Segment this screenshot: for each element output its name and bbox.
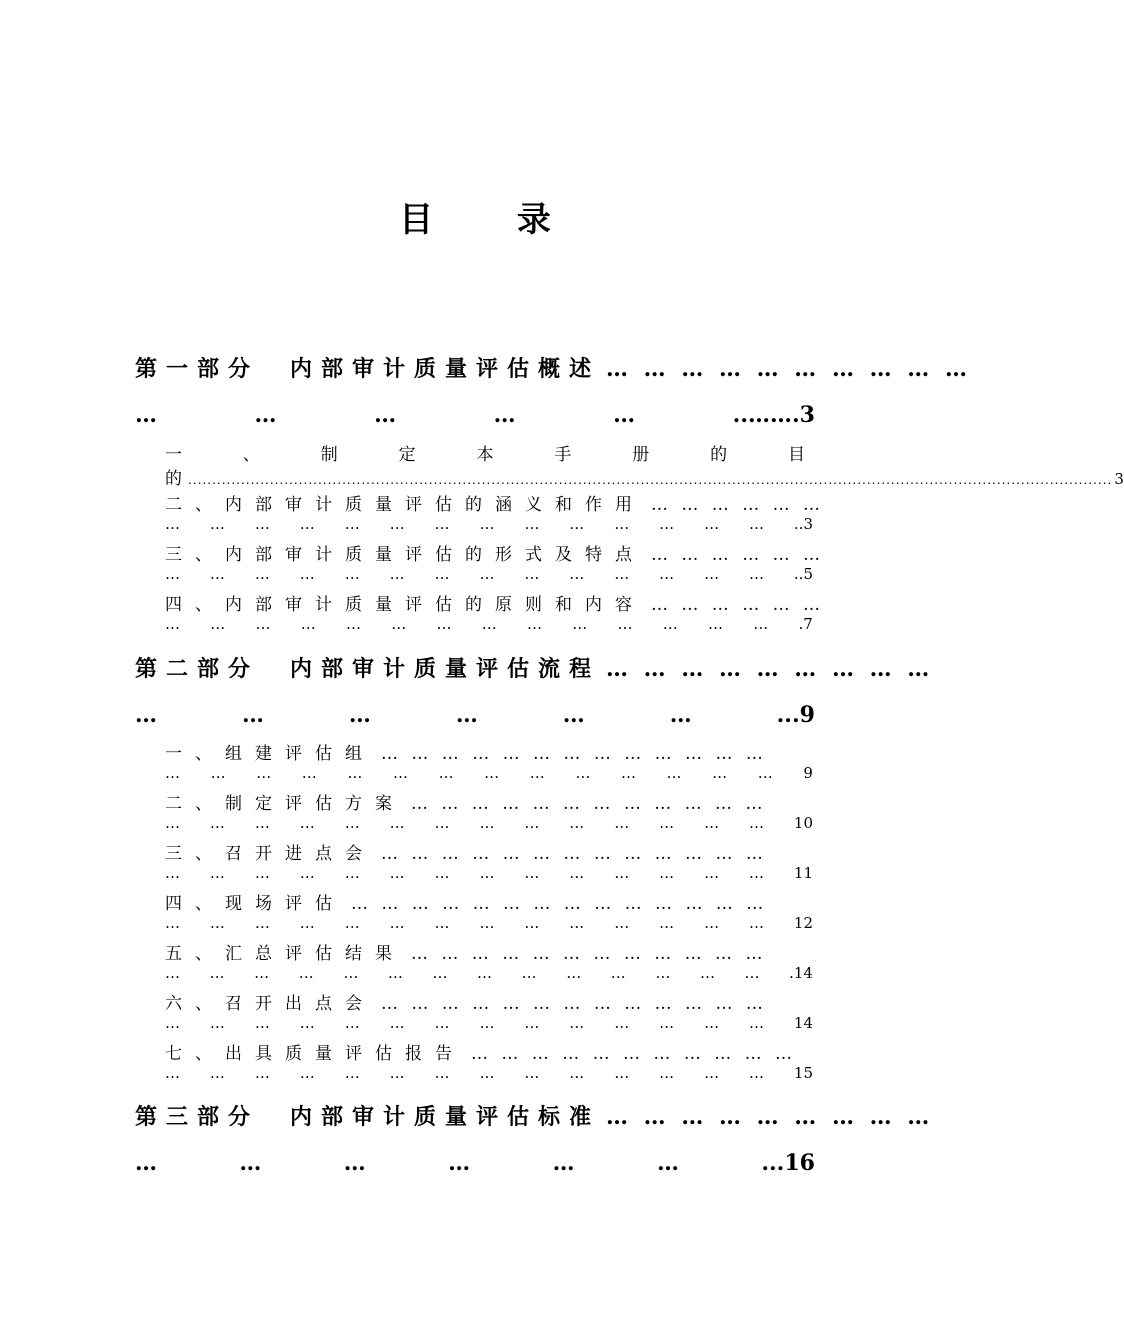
toc-part-3-line1[interactable] [135,1100,934,1131]
toc-section-2-1-line2[interactable]: … … … … … … … … … … … … … … 9 [165,764,813,782]
toc-page-number: 10 [793,814,813,832]
leader-dots: … … … … … … … … … … … … [411,944,767,964]
toc-label: 第二部分 内部审计质量评估流程 [135,656,601,682]
toc-part-1-line1[interactable] [135,352,971,383]
toc-section-2-3-line2[interactable]: … … … … … … … … … … … … … … 11 [165,864,813,882]
toc-section-1-4-line2[interactable]: … … … … … … … … … … … … … … .7 [165,615,813,633]
toc-part-3-line2[interactable]: … … … … … … ...16 [135,1150,815,1176]
toc-section-2-3-line1[interactable] [165,839,805,864]
toc-page-number: 9 [803,764,813,782]
page-title: 目 录 [399,200,587,240]
leader-dots: … … … … … … … … … … … … [411,794,767,814]
toc-section-2-2-line1[interactable] [165,789,805,814]
toc-label: 三、召开进点会 [165,844,375,864]
leader-dots: ................................................................................................................................................................................................ [188,473,1113,487]
toc-page-number: 11 [793,864,813,882]
toc-label: 二、内部审计质量评估的涵义和作用 [165,495,645,515]
leader-dots: … … … … … … … … … [606,656,934,682]
toc-page-number: ..3 [793,515,813,533]
toc-page-number: .14 [789,964,813,982]
toc-page-number: ..…….3 [732,402,815,428]
leader-dots: … … … … … … … … … … … … … [381,844,767,864]
toc-part-2-line1[interactable] [135,652,934,683]
toc-section-1-3-line1[interactable] [165,540,825,565]
toc-label: 七、出具质量评估报告 [165,1044,465,1064]
toc-section-2-7-line2[interactable]: … … … … … … … … … … … … … … 15 [165,1064,813,1082]
leader-dots: … … … … … … … … … … … … … [381,744,767,764]
toc-page-number: 12 [793,914,813,932]
toc-section-1-2-line2[interactable]: … … … … … … … … … … … … … … ..3 [165,515,813,533]
leader-dots: … … … … … … [651,495,825,515]
toc-label: 四、现场评估 [165,894,345,914]
toc-label: 第一部分 内部审计质量评估概述 [135,356,601,382]
leader-dots: … … … … … … … … … … [606,356,971,382]
toc-section-2-4-line1[interactable] [165,889,805,914]
toc-page-number: 15 [793,1064,813,1082]
toc-section-2-5-line2[interactable]: … … … … … … … … … … … … … … .14 [165,964,813,982]
toc-section-1-1-line1[interactable]: 一 、 制 定 本 手 册 的 目 [165,445,805,465]
toc-page-number: ...16 [761,1150,815,1176]
toc-section-1-4-line1[interactable] [165,590,825,615]
leader-dots: … … … … … … [651,545,825,565]
toc-section-1-1-line2[interactable]: 的 ................................................................................................................................................................................................ 3 [165,469,1124,489]
toc-section-2-4-line2[interactable]: … … … … … … … … … … … … … … 12 [165,914,813,932]
leader-dots: … … … … … … … … … … … … … … [351,894,768,914]
toc-label: 一、组建评估组 [165,744,375,764]
toc-section-2-6-line1[interactable] [165,989,805,1014]
leader-dots: … … … … … … … … … … … [471,1044,797,1064]
toc-label: 五、汇总评估结果 [165,944,405,964]
toc-label: 六、召开出点会 [165,994,375,1014]
toc-page-number: 3 [1114,470,1124,488]
toc-label: 第三部分 内部审计质量评估标准 [135,1104,601,1130]
toc-page-number: ...9 [776,702,815,728]
toc-page-number: .7 [798,615,813,633]
toc-section-1-3-line2[interactable]: … … … … … … … … … … … … … … ..5 [165,565,813,583]
toc-section-2-1-line1[interactable] [165,739,805,764]
toc-label: 二、制定评估方案 [165,794,405,814]
toc-section-2-6-line2[interactable]: … … … … … … … … … … … … … … 14 [165,1014,813,1032]
toc-label: 三、内部审计质量评估的形式及特点 [165,545,645,565]
toc-page-number: ..5 [793,565,813,583]
toc-label: 四、内部审计质量评估的原则和内容 [165,595,645,615]
toc-part-2-line2[interactable]: … … … … … … ...9 [135,702,815,728]
toc-section-1-2-line1[interactable] [165,490,825,515]
toc-part-1-line2[interactable]: … … … … … ..…….3 [135,402,815,428]
toc-section-2-7-line1[interactable] [165,1039,805,1064]
leader-dots: … … … … … … … … … … … … … [381,994,767,1014]
toc-page-number: 14 [793,1014,813,1032]
leader-dots: … … … … … … [651,595,825,615]
leader-dots: … … … … … … … … … [606,1104,934,1130]
toc-section-2-2-line2[interactable]: … … … … … … … … … … … … … … 10 [165,814,813,832]
toc-section-2-5-line1[interactable] [165,939,805,964]
